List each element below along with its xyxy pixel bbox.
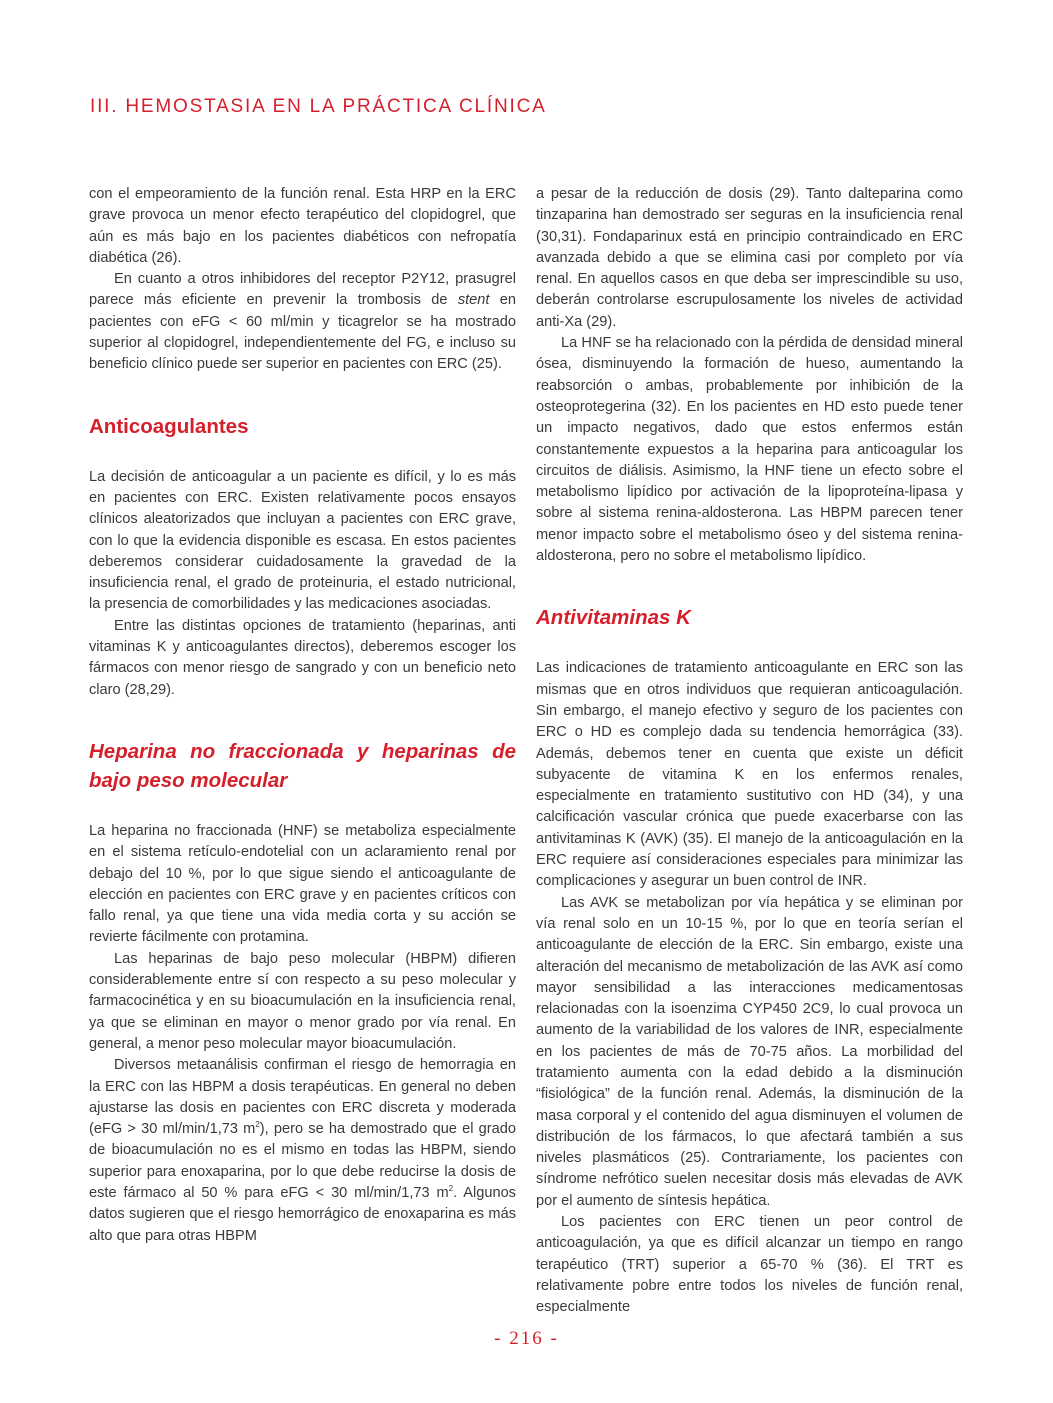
page-number: - 216 -	[494, 1328, 559, 1349]
paragraph: a pesar de la reducción de dosis (29). Tanto dalteparina como tinzaparina han demostrado ser seguras en la insuficiencia renal (30,31). Fondaparinux está en principio contraindicado en ERC avanzada debido a que se elimina casi por completo por vía renal. En aquellos casos en que deba ser imprescindible su uso, deberán controlarse escrupulosamente los niveles de actividad anti-Xa (29).	[536, 186, 963, 330]
paragraph: La heparina no fraccionada (HNF) se metaboliza especialmente en el sistema retículo-endotelial con un aclaramiento renal por debajo del 10 %, por lo que sigue siendo el anticoagulante de elección en pacientes con ERC grave y en pacientes críticos con fallo renal, ya que tiene una vida media corta y su acción se revierte fácilmente con protamina.	[89, 822, 516, 946]
paragraph: Las indicaciones de tratamiento anticoagulante en ERC son las mismas que en otros individuos que requieran anticoagulación. Sin embargo, el manejo efectivo y seguro de los pacientes con ERC o HD es complejo dada su tendencia hemorrágica (33). Además, debemos tener en cuenta que existe un déficit subyacente de vitamina K en los enfermos renales, especialmente en tratamiento sustitutivo con HD (34), y una calcificación vascular crónica que puede exacerbarse con las antivitaminas K (AVK) (35). El manejo de la anticoagulación en la ERC requiere así consideraciones especiales para minimizar las complicaciones y asegurar un buen control de INR.	[536, 660, 963, 890]
paragraph: Las AVK se metabolizan por vía hepática y se eliminan por vía renal solo en un 10-15 %, por lo que en teoría serían el anticoagulante de elección de la ERC. Sin embargo, existe una alteración del mecanismo de metabolización de las AVK así como mayor sensibilidad a las interacciones medicamentosas relacionadas con la isoenzima CYP450 2C9, lo cual provoca un aumento de la variabilidad de los valores de INR, especialmente en los pacientes de más de 70-75 años. La morbilidad del tratamiento aumenta con la edad debido a la disminución “fisiológica” de la función renal. Además, la disminución de la masa corporal y el contenido del agua disminuyen el volumen de distribución de los fármacos, lo que afectará también a sus niveles plasmáticos (25). Contrariamente, los pacientes con síndrome nefrótico suelen necesitar dosis más elevadas de AVK por el aumento de síntesis hepática.	[536, 894, 963, 1209]
right-column	[536, 184, 963, 1319]
paragraph: En cuanto a otros inhibidores del receptor P2Y12, prasugrel parece más eficiente en prevenir la trombosis de stent en pacientes con eFG < 60 ml/min y ticagrelor se ha mostrado superior al clopidogrel, independientemente del FG, e incluso su beneficio clínico puede ser superior en pacientes con ERC (25).	[89, 271, 516, 373]
section-heading-antivitaminas: Antivitaminas K	[536, 606, 691, 630]
paragraph: con el empeoramiento de la función renal. Esta HRP en la ERC grave provoca un menor efecto terapéutico del clopidogrel, que aún es más bajo en los pacientes diabéticos con nefropatía diabética (26).	[89, 186, 516, 266]
section-heading-heparina: Heparina no fraccionada y heparinas de bajo peso molecular	[89, 739, 516, 792]
running-head: III. HEMOSTASIA EN LA PRÁCTICA CLÍNICA	[90, 96, 547, 117]
paragraph: La decisión de anticoagular a un paciente es difícil, y lo es más en pacientes con ERC. Existen relativamente pocos ensayos clínicos aleatorizados que incluyan a pacientes con ERC grave, con lo que la evidencia disponible es escasa. En estos pacientes deberemos considerar cuidadosamente la gravedad de la insuficiencia renal, el grado de proteinuria, el estado nutricional, la presencia de comorbilidades y las medicaciones asociadas.	[89, 468, 516, 613]
left-column	[89, 184, 516, 1247]
section-heading-anticoagulantes: Anticoagulantes	[89, 414, 249, 438]
paragraph: Diversos metaanálisis confirman el riesgo de hemorragia en la ERC con las HBPM a dosis terapéuticas. En general no deben ajustarse las dosis en pacientes con ERC discreta y moderada (eFG > 30 ml/min/1,73 $m^2$), pero se ha demostrado que el grado de bioacumulación no es el mismo en todas las HBPM, siendo superior para enoxaparina, por lo que debe reducirse la dosis de este fármaco al 50 % para eFG < 30 ml/min/1,73 $m^2$. Algunos datos sugieren que el riesgo hemorrágico de enoxaparina es más alto que para otras HBPM	[89, 1057, 516, 1244]
paragraph: La HNF se ha relacionado con la pérdida de densidad mineral ósea, disminuyendo la formación de hueso, aumentando la reabsorción o ambas, probablemente por inhibición de la osteoprotegerina (32). En los pacientes en HD esto puede tener un impacto negativos, dado que estos enfermos están constantemente expuestos a la heparina para anticoagular los circuitos de diálisis. Asimismo, la HNF tiene un efecto sobre el metabolismo lipídico por activación de la lipoproteína-lipasa y sobre al sistema renina-aldosterona. Las HBPM parecen tener menor impacto sobre el metabolismo óseo y del sistema renina-aldosterona, pero no sobre el metabolismo lipídico.	[536, 335, 963, 565]
paragraph: Las heparinas de bajo peso molecular (HBPM) difieren considerablemente entre sí con respecto a su peso molecular y farmacocinética y en su bioacumulación en la insuficiencia renal, ya que se eliminan en mayor o menor grado por vía renal. En general, a menor peso molecular mayor bioacumulación.	[89, 950, 516, 1052]
paragraph: Entre las distintas opciones de tratamiento (heparinas, anti vitaminas K y anticoagulantes directos), deberemos escoger los fármacos con menor riesgo de sangrado y con un beneficio neto claro (28,29).	[89, 617, 516, 698]
paragraph: Los pacientes con ERC tienen un peor control de anticoagulación, ya que es difícil alcanzar un tiempo en rango terapéutico (TRT) superior a 65-70 % (36). El TRT es relativamente pobre entre todos los niveles de función renal, especialmente	[536, 1214, 963, 1316]
